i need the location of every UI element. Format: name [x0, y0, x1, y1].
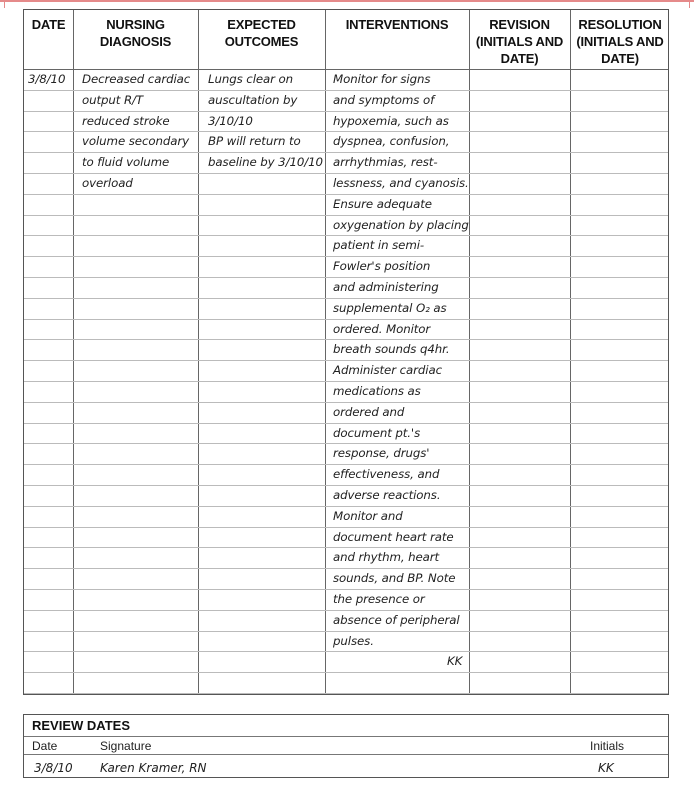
row-rule: [24, 443, 668, 444]
handwritten-line: volume secondary: [82, 134, 189, 149]
review-initials-value: KK: [598, 761, 614, 775]
column-divider: [325, 10, 326, 694]
handwritten-line: to fluid volume: [82, 155, 170, 170]
handwritten-line: Ensure adequate: [333, 196, 432, 211]
handwritten-line: dyspnea, confusion,: [333, 134, 450, 149]
row-rule: [24, 423, 668, 424]
review-dates-box: [23, 714, 669, 778]
row-rule: [24, 319, 668, 320]
handwritten-line: effectiveness, and: [333, 467, 440, 482]
handwritten-line: reduced stroke: [82, 113, 170, 128]
handwritten-line: arrhythmias, rest-: [333, 155, 438, 170]
handwritten-line: BP will return to: [208, 134, 301, 149]
header-divider: [24, 69, 668, 70]
handwritten-line: medications as: [333, 384, 421, 398]
row-rule: [24, 547, 668, 548]
row-rule: [24, 589, 668, 590]
column-divider: [198, 10, 199, 694]
handwritten-line: oxygenation by placing: [333, 217, 469, 232]
handwritten-line: Monitor and: [333, 508, 403, 523]
row-rule: [24, 215, 668, 216]
review-divider: [24, 754, 668, 755]
row-rule: [24, 631, 668, 632]
row-rule: [24, 152, 668, 153]
row-rule: [24, 568, 668, 569]
row-rule: [24, 131, 668, 132]
row-rule: [24, 610, 668, 611]
review-divider: [24, 736, 668, 737]
handwritten-line: adverse reactions.: [333, 488, 441, 502]
row-rule: [24, 235, 668, 236]
left-red-tick: [4, 0, 5, 8]
review-initials-label: Initials: [590, 739, 625, 753]
row-rule: [24, 485, 668, 486]
column-divider: [570, 10, 571, 694]
right-red-tick: [689, 0, 690, 8]
row-rule: [24, 277, 668, 278]
handwritten-line: hypoxemia, such as: [333, 113, 449, 128]
row-rule: [24, 464, 668, 465]
row-rule: [24, 90, 668, 91]
review-signature-label: Signature: [100, 739, 152, 753]
review-date-label: Date: [32, 739, 58, 753]
handwritten-line: overload: [82, 176, 133, 190]
handwritten-line: ordered and: [333, 404, 405, 419]
handwritten-line: absence of peripheral: [333, 612, 460, 627]
handwritten-line: response, drugs': [333, 446, 430, 461]
handwritten-line: document pt.'s: [333, 425, 421, 440]
handwritten-line: and symptoms of: [333, 92, 435, 107]
handwritten-line: supplemental O₂ as: [333, 300, 447, 315]
entry-initials: KK: [447, 654, 463, 669]
handwritten-line: Decreased cardiac: [82, 72, 191, 86]
handwritten-line: lessness, and cyanosis.: [333, 176, 469, 190]
header-interventions: INTERVENTIONS: [345, 17, 449, 32]
row-rule: [24, 360, 668, 361]
handwritten-line: Administer cardiac: [333, 363, 442, 378]
row-rule: [24, 381, 668, 382]
row-rule: [24, 506, 668, 507]
review-dates-title: REVIEW DATES: [32, 718, 130, 733]
handwritten-line: the presence or: [333, 592, 425, 606]
header-nursing-diagnosis: NURSING DIAGNOSIS: [99, 17, 172, 49]
row-rule: [24, 256, 668, 257]
row-rule: [24, 651, 668, 652]
header-resolution: RESOLUTION (INITIALS AND DATE): [576, 17, 664, 66]
header-expected-outcomes: EXPECTED OUTCOMES: [224, 17, 299, 49]
entry-date: 3/8/10: [28, 72, 66, 86]
column-divider: [469, 10, 470, 694]
handwritten-line: baseline by 3/10/10: [208, 155, 323, 170]
handwritten-line: document heart rate: [333, 529, 454, 544]
handwritten-line: Monitor for signs: [333, 72, 431, 86]
row-rule: [24, 194, 668, 195]
handwritten-line: output R/T: [82, 92, 144, 107]
handwritten-line: and administering: [333, 280, 439, 294]
handwritten-line: pulses.: [333, 633, 374, 648]
handwritten-line: patient in semi-: [333, 238, 425, 253]
row-rule: [24, 527, 668, 528]
handwritten-line: Fowler's position: [333, 259, 431, 274]
row-rule: [24, 339, 668, 340]
header-date: DATE: [31, 17, 66, 32]
row-rule: [24, 173, 668, 174]
column-divider: [73, 10, 74, 694]
row-rule: [24, 111, 668, 112]
row-rule: [24, 298, 668, 299]
header-revision: REVISION (INITIALS AND DATE): [475, 17, 564, 66]
handwritten-line: and rhythm, heart: [333, 550, 440, 565]
handwritten-line: auscultation by: [208, 92, 298, 107]
handwritten-line: sounds, and BP. Note: [333, 571, 456, 586]
handwritten-line: 3/10/10: [208, 113, 253, 128]
row-rule: [24, 402, 668, 403]
top-red-border: [0, 0, 694, 2]
row-rule: [24, 693, 668, 694]
review-signature-value: Karen Kramer, RN: [100, 761, 207, 775]
care-plan-table: [23, 9, 669, 695]
review-date-value: 3/8/10: [34, 761, 73, 775]
row-rule: [24, 672, 668, 673]
handwritten-line: breath sounds q4hr.: [333, 342, 450, 357]
handwritten-line: Lungs clear on: [208, 72, 294, 86]
handwritten-line: ordered. Monitor: [333, 321, 431, 336]
